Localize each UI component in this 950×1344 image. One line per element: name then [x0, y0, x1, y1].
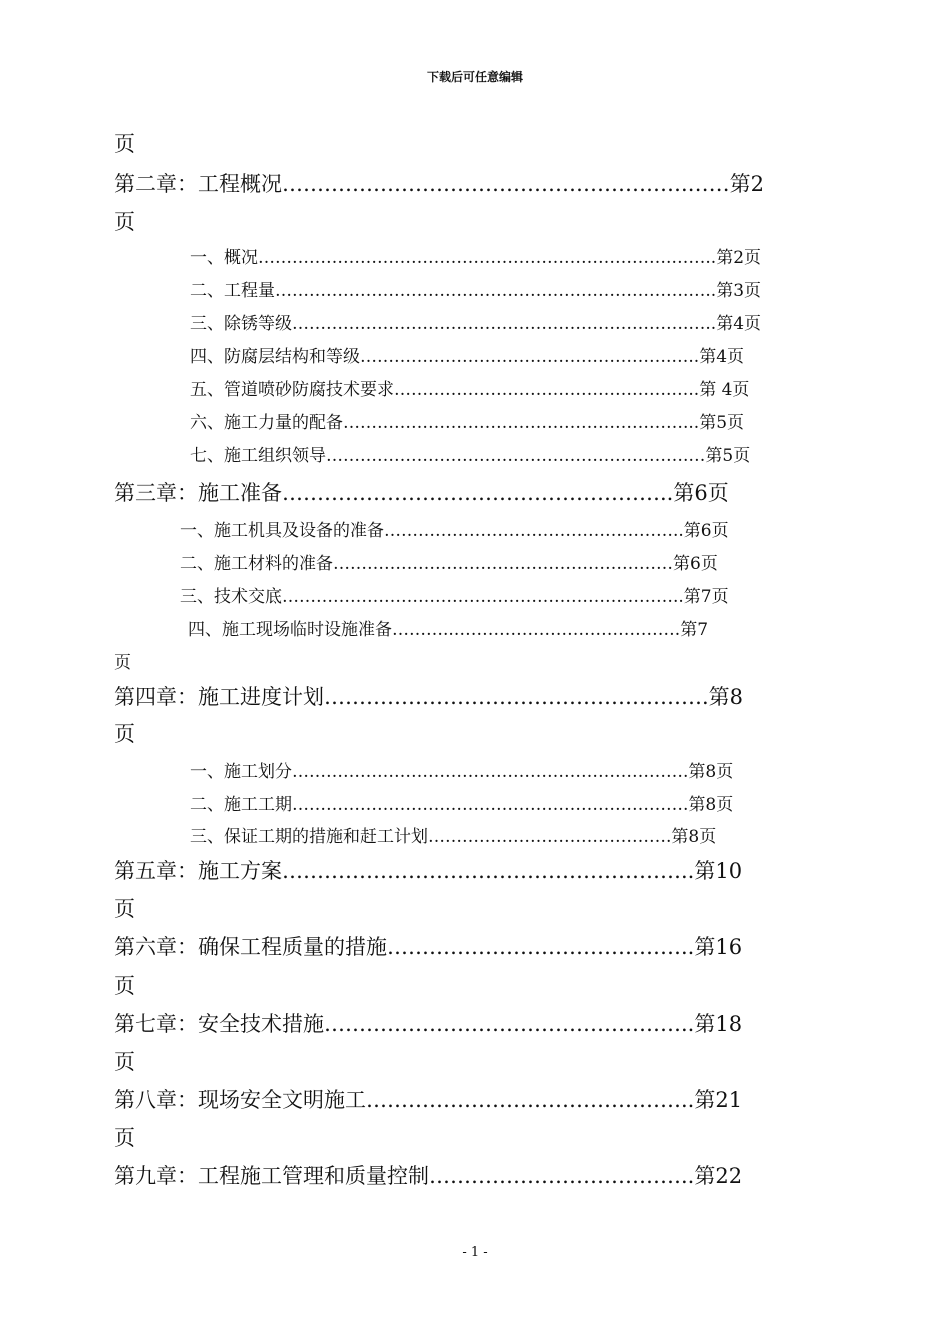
toc-section: 二、施工工期…………………………………………………………….第8页 — [190, 795, 734, 815]
toc-chapter-8: 第八章：现场安全文明施工………………………………………..第21 — [114, 1088, 743, 1112]
page-number: - 1 - — [462, 1245, 488, 1260]
toc-continuation: 页 — [114, 974, 135, 998]
toc-section: 一、施工机具及设备的准备……………………………………………..第6页 — [180, 521, 729, 541]
toc-chapter-7: 第七章：安全技术措施……………………………………………..第18 — [114, 1012, 743, 1036]
toc-chapter-4: 第四章：施工进度计划……………………………………………….第8 — [114, 685, 744, 709]
toc-section: 三、保证工期的措施和赶工计划…………………………………….第8页 — [190, 827, 717, 847]
page-header: 下载后可任意编辑 — [426, 70, 523, 84]
toc-section: 七、施工组织领导……………………………………………………….…第5页 — [190, 446, 751, 466]
toc-chapter-3: 第三章：施工准备………………………………………………..第6页 — [114, 481, 729, 505]
toc-section: 一、概况……………………………………………………………….……..第2页 — [190, 248, 762, 268]
toc-continuation: 页 — [114, 210, 135, 234]
toc-continuation: 页 — [114, 1050, 135, 1074]
toc-chapter-5: 第五章：施工方案…………………………………………………..第10 — [114, 859, 743, 883]
toc-section: 二、施工材料的准备……………………………………………………第6页 — [180, 554, 718, 574]
toc-section: 三、技术交底……………………………………………………………..第7页 — [180, 587, 729, 607]
toc-continuation: 页 — [114, 132, 135, 156]
toc-chapter-6: 第六章：确保工程质量的措施……………………………………..第16 — [114, 935, 743, 959]
toc-section: 三、除锈等级…………………………………………………………….…..第4页 — [190, 314, 762, 334]
toc-section: 五、管道喷砂防腐技术要求………………………………………….…..第 4页 — [190, 380, 750, 400]
toc-continuation: 页 — [114, 897, 135, 921]
toc-continuation: 页 — [114, 722, 135, 746]
toc-chapter-9: 第九章：工程施工管理和质量控制………………………………..第22 — [114, 1164, 743, 1188]
toc-continuation: 页 — [114, 653, 131, 673]
toc-continuation: 页 — [114, 1126, 135, 1150]
toc-section: 四、施工现场临时设施准备………..………………………………….第7 — [188, 620, 709, 640]
toc-section: 六、施工力量的配备……………………………………………………...第5页 — [190, 413, 745, 433]
toc-section: 二、工程量……………………………………………………………….…..第3页 — [190, 281, 762, 301]
toc-chapter-2: 第二章：工程概况………………………………………………….……第2 — [114, 172, 765, 196]
toc-section: 四、防腐层结构和等级……………………………………………….…..第4页 — [190, 347, 745, 367]
toc-section: 一、施工划分…………………………………………………………….第8页 — [190, 762, 734, 782]
